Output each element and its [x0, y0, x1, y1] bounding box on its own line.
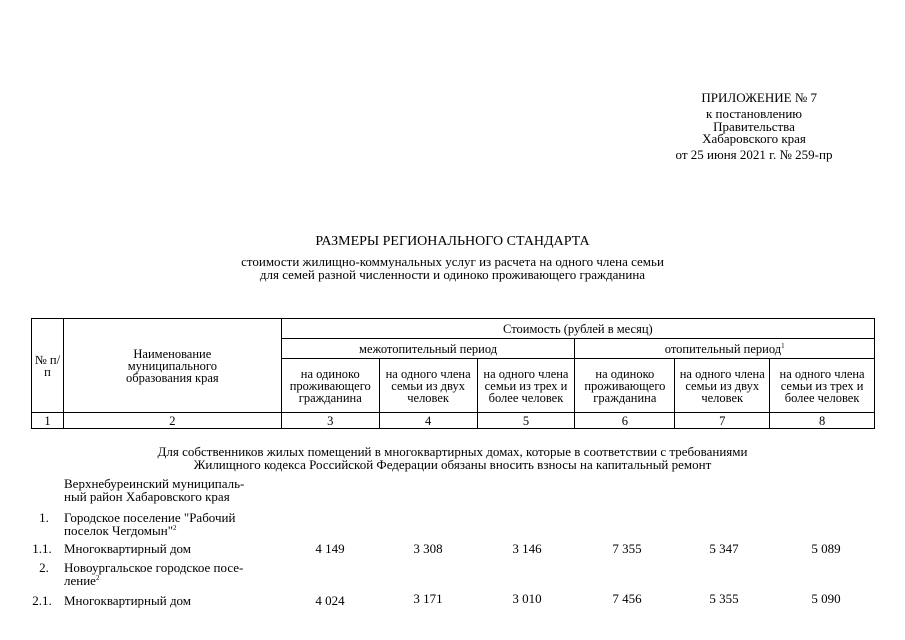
value-cell: 5 089: [811, 541, 841, 556]
appendix-line: Хабаровского края: [702, 131, 806, 146]
row-number: 1.1.: [32, 541, 52, 556]
row-name: Многоквартирный дом: [64, 541, 192, 556]
name-line: Новоургальское городское посе-: [64, 560, 244, 575]
name-text: поселок Чегдомын": [64, 522, 174, 538]
header-cost: Стоимость (рублей в месяц): [281, 319, 874, 339]
header-sub-single: на одиноко проживающего гражданина: [281, 359, 379, 413]
value-cell: 5 090: [811, 591, 841, 606]
header-period-heating: [575, 339, 875, 359]
column-number: 1: [32, 413, 64, 429]
name-line: [64, 522, 235, 538]
row-district-name: [64, 478, 244, 503]
column-number: 6: [575, 413, 675, 429]
row-number: 1.: [39, 510, 49, 525]
value-cell: 3 010: [512, 591, 542, 606]
column-number: 5: [477, 413, 575, 429]
appendix-title: ПРИЛОЖЕНИЕ № 7: [701, 90, 817, 105]
value-cell: 4 149: [315, 541, 345, 556]
header-sub-three: на одного члена семьи из трех и более человек: [477, 359, 575, 413]
header-sub-single: на одиноко проживающего гражданина: [575, 359, 675, 413]
row-number: 2.: [39, 560, 49, 575]
note-line: Жилищного кодекса Российской Федерации обязаны вносить взносы на капитальный ремонт: [193, 456, 712, 472]
subtitle-line: для семей разной численности и одиноко проживающего гражданина: [259, 266, 646, 282]
header-sub-two: на одного члена семьи из двух человек: [675, 359, 770, 413]
row-settlement-name: [64, 562, 243, 587]
period-label: отопительный период: [664, 341, 782, 356]
value-cell: 3 171: [413, 591, 443, 606]
value-cell: 5 347: [709, 541, 739, 556]
row-settlement-name: [64, 512, 235, 537]
subtitle-line: стоимости жилищно-коммунальных услуг из расчета на одного члена семьи: [241, 254, 664, 269]
column-number: 3: [281, 413, 379, 429]
header-col-number: № п/п: [32, 319, 64, 413]
document-subtitle: [0, 256, 905, 281]
value-cell: 3 146: [512, 541, 542, 556]
document-title: РАЗМЕРЫ РЕГИОНАЛЬНОГО СТАНДАРТА: [315, 234, 590, 249]
footnote-mark: 1: [781, 341, 785, 350]
column-number: 7: [675, 413, 770, 429]
name-line: Верхнебуреинский муниципаль-: [64, 476, 245, 491]
header-col-name: Наименование муниципального образования края: [63, 319, 281, 413]
column-number: 8: [770, 413, 875, 429]
footnote-mark: 2: [173, 523, 177, 532]
header-sub-two: на одного члена семьи из двух человек: [379, 359, 477, 413]
name-line: ный район Хабаровского края: [64, 488, 230, 504]
row-number: 2.1.: [32, 593, 52, 608]
header-period-nonheating: межотопительный период: [281, 339, 575, 359]
value-cell: 3 308: [413, 541, 443, 556]
value-cell: 7 355: [612, 541, 642, 556]
name-line: [64, 572, 243, 588]
appendix-details: [654, 108, 854, 161]
table-header: [31, 318, 875, 429]
name-line: Городское поселение "Рабочий: [64, 510, 236, 525]
row-name: Многоквартирный дом: [64, 593, 192, 608]
name-text: ление: [64, 572, 96, 588]
value-cell: 5 355: [709, 591, 739, 606]
value-cell: 7 456: [612, 591, 642, 606]
header-sub-three: на одного члена семьи из трех и более человек: [770, 359, 875, 413]
note-line: Для собственников жилых помещений в многоквартирных домах, которые в соответствии с требованиями: [157, 444, 748, 459]
value-cell: 4 024: [315, 593, 345, 608]
appendix-date-line: от 25 июня 2021 г. № 259-пр: [675, 146, 833, 162]
section-note: [60, 446, 845, 471]
appendix-line: к постановлению: [705, 106, 803, 121]
footnote-mark: 2: [95, 573, 100, 582]
column-number: 4: [379, 413, 477, 429]
appendix-line: Правительства: [713, 118, 795, 134]
column-number: 2: [63, 413, 281, 429]
